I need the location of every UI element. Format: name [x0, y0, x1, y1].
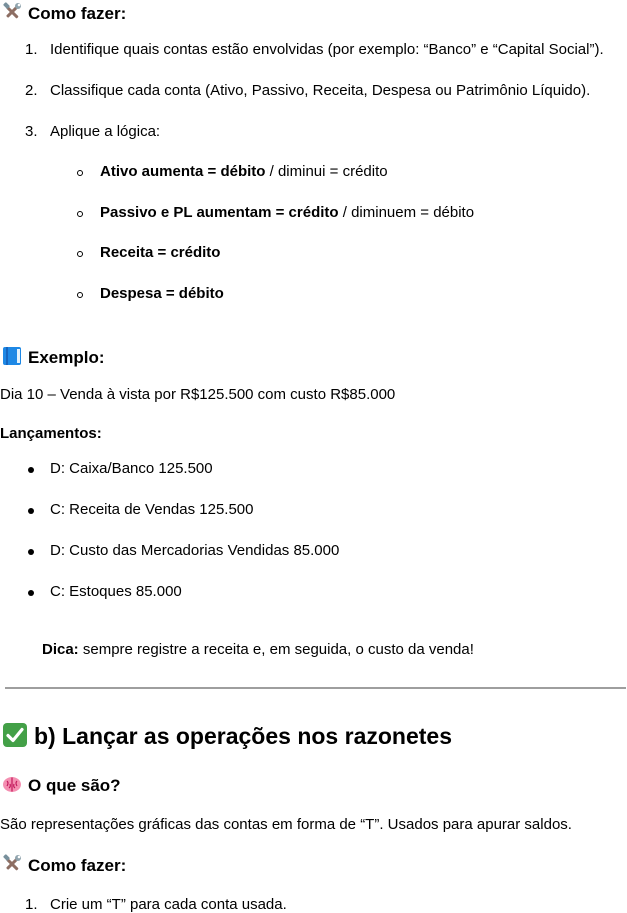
step-number: 2.	[25, 82, 38, 99]
rule-item: Ativo aumenta = débito / diminui = crédito	[100, 163, 388, 180]
entry-item: C: Receita de Vendas 125.500	[50, 501, 254, 518]
example-description: Dia 10 – Venda à vista por R$125.500 com custo R$85.000	[0, 386, 396, 403]
step-text: Crie um “T” para cada conta usada.	[50, 896, 287, 913]
list-bullet	[77, 170, 83, 176]
list-bullet	[28, 590, 34, 596]
divider	[5, 687, 626, 689]
list-bullet	[28, 508, 34, 514]
tip-text: Dica: sempre registre a receita e, em seguida, o custo da venda!	[42, 641, 474, 658]
list-bullet	[28, 549, 34, 555]
what-are-text: São representações gráficas das contas em forma de “T”. Usados para apurar saldos.	[0, 816, 572, 833]
list-bullet	[28, 467, 34, 473]
entries-label: Lançamentos:	[0, 425, 102, 442]
entry-item: D: Custo das Mercadorias Vendidas 85.000	[50, 542, 340, 559]
entry-item: D: Caixa/Banco 125.500	[50, 460, 213, 477]
hammer-wrench-icon	[2, 854, 22, 879]
list-bullet	[77, 292, 83, 298]
rule-item: Receita = crédito	[100, 244, 221, 261]
step-text: Classifique cada conta (Ativo, Passivo, Receita, Despesa ou Patrimônio Líquido).	[50, 82, 591, 99]
check-mark-icon	[2, 722, 28, 754]
list-bullet	[77, 211, 83, 217]
entry-item: C: Estoques 85.000	[50, 583, 182, 600]
what-are-heading: O que são?	[2, 774, 121, 799]
rule-item: Passivo e PL aumentam = crédito / diminuem = débito	[100, 204, 475, 221]
blue-book-icon	[2, 346, 22, 371]
step-text: Aplique a lógica:	[50, 123, 161, 140]
how-to-heading-2: Como fazer:	[2, 854, 126, 879]
step-number: 1.	[25, 41, 38, 58]
hammer-wrench-icon	[2, 2, 22, 27]
example-heading: Exemplo:	[2, 346, 105, 371]
section-b-heading: b) Lançar as operações nos razonetes	[2, 722, 452, 754]
list-bullet	[77, 251, 83, 257]
how-to-heading: Como fazer:	[2, 2, 126, 27]
step-number: 3.	[25, 123, 38, 140]
step-number: 1.	[25, 896, 38, 913]
step-text: Identifique quais contas estão envolvidas (por exemplo: “Banco” e “Capital Social”).	[50, 41, 604, 58]
rule-item: Despesa = débito	[100, 285, 224, 302]
brain-icon	[2, 774, 22, 799]
